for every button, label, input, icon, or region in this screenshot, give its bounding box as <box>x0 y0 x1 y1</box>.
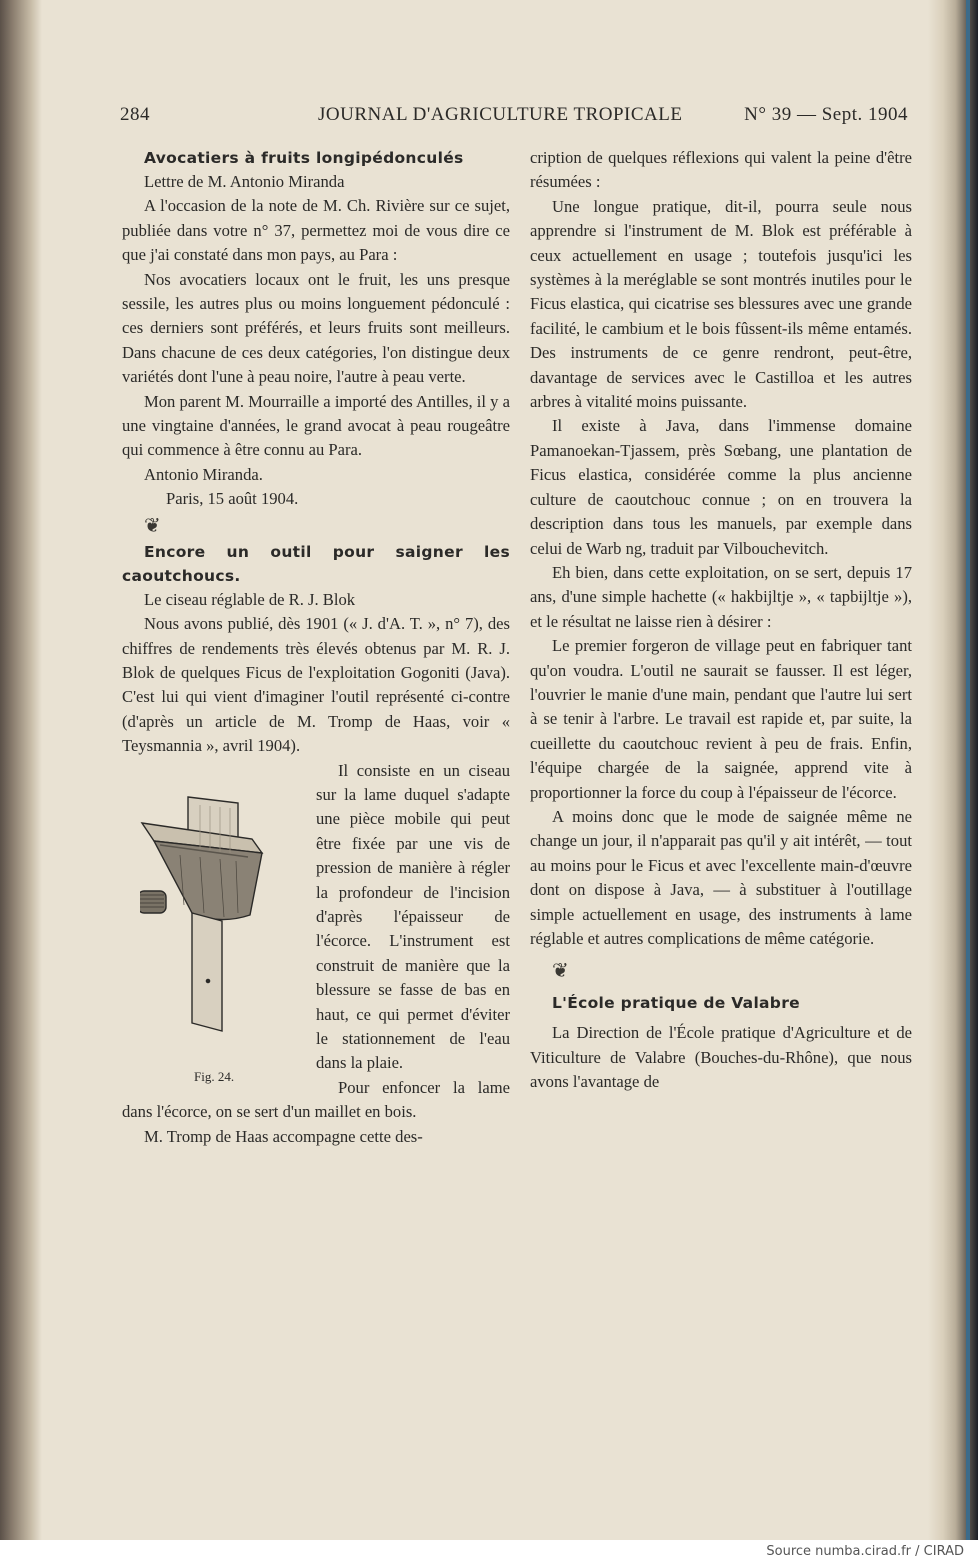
edge-stripe <box>966 0 970 1540</box>
binding-shadow <box>0 0 42 1540</box>
issue-info: N° 39 — Sept. 1904 <box>744 104 908 125</box>
paragraph: Une longue pratique, dit-il, pourra seule nous apprendre si l'instrument de M. Blok est préférable à ceux actuellement en usage ; toutefois jusqu'ici les systèmes à la meréglable se sont montrés inutiles pour le Ficus elastica, qui cicatrise ses blessures avec une grande facilité, le cambium et le bois fûssent-ils même entamés. Des instruments de ce genre rendront, peut-être, davantage de services avec le Castilloa et les autres arbres à vitalité moins puissante. <box>530 196 912 412</box>
page-edge <box>928 0 978 1540</box>
article-subtitle: Le ciseau réglable de R. J. Blok <box>144 589 356 609</box>
paragraph: Il existe à Java, dans l'immense domaine Pamanoekan-Tjassem, près Sœbang, une plantation de Ficus elastica, considérée comme la plus ancienne culture de caoutchouc connue ; on en trouvera la description dans tous les manuels, par exemple dans celui de Warb ng, traduit par Vilbouchevitch. <box>530 416 912 558</box>
paragraph: Le premier forgeron de village peut en fabriquer tant qu'on voudra. L'outil ne saurait se fausser. Il est léger, l'ouvrier le manie d'une main, pendant que l'autre lui sert à se tenir à l'arbre. Le travail est rapide et, par suite, la cueillette du caoutchouc revient à peu de frais. Enfin, l'équipe chargée de la saignée, apprend vite à proportionner la force du coup à l'épaisseur de l'écorce. <box>530 636 912 802</box>
article-title: Encore un outil pour saigner les caoutchoucs. <box>122 542 510 585</box>
journal-title: JOURNAL D'AGRICULTURE TROPICALE <box>318 104 683 125</box>
figure-caption: Fig. 24. <box>194 1068 235 1084</box>
ornament-icon: ❦ <box>552 960 569 983</box>
paragraph: Nos avocatiers locaux ont le fruit, les uns presque sessile, les autres plus ou moins longuement pédonculé : ces derniers sont préférés, et leurs fruits sont meilleurs. Dans chacune de ces deux catégories, l'on distingue deux variétés dont l'une à peau noire, l'autre à peau verte. <box>122 269 510 387</box>
signature: Antonio Miranda. <box>144 464 263 484</box>
paragraph: Eh bien, dans cette exploitation, on se sert, depuis 17 ans, d'une simple hachette (« hakbijltje », « tapbijltje »), et le résultat ne laisse rien à désirer : <box>530 562 912 631</box>
page-number: 284 <box>120 104 150 125</box>
paragraph: M. Tromp de Haas accompagne cette des- <box>144 1126 423 1146</box>
tapping-chisel-illustration <box>140 795 290 1035</box>
paragraph: cription de quelques réflexions qui valent la peine d'être résumées : <box>530 148 912 192</box>
paragraph: A l'occasion de la note de M. Ch. Rivière sur ce sujet, publiée dans votre n° 37, permettez moi de vous dire ce que j'ai constaté dans mon pays, au Para : <box>122 196 510 265</box>
article-title: L'École pratique de Valabre <box>552 994 800 1013</box>
paragraph: Mon parent M. Mourraille a importé des Antilles, il y a une vingtaine d'années, le grand avocat à peau rougeâtre qui commence à être connu au Para. <box>122 391 510 460</box>
paragraph: La Direction de l'École pratique d'Agriculture et de Viticulture de Valabre (Bouches-du-Rhône), que nous avons l'avantage de <box>530 1023 912 1092</box>
article-subtitle: Lettre de M. Antonio Miranda <box>144 172 345 191</box>
source-credit: Source numba.cirad.fr / CIRAD <box>766 1544 964 1559</box>
right-column <box>530 146 912 1095</box>
paragraph: Il consiste en un ciseau sur la lame duquel s'adapte une pièce mobile qui peut être fixée par une vis de pression de manière à régler la profondeur de l'incision d'après l'épaisseur de l'écorce. L'instrument est construit de manière que la blessure se fasse de bas en haut, ce qui permet d'éviter le stationnement de l'eau dans la plaie. <box>316 760 510 1073</box>
paragraph: A moins donc que le mode de saignée même ne change un jour, il n'apparait pas qu'il y ait intérêt, — tout au moins pour le Ficus et avec l'excellente main-d'œuvre dont on dispose à Java, — à substituer à l'outillage simple actuellement en usage, des instruments à lame réglable et autres complications de même catégorie. <box>530 806 912 948</box>
running-header <box>120 104 908 134</box>
paragraph: Pour enfoncer la lame dans l'écorce, on se sert d'un maillet en bois. <box>122 1077 510 1122</box>
figure <box>122 759 306 1091</box>
date-line: Paris, 15 août 1904. <box>166 489 299 509</box>
paragraph: Nous avons publié, dès 1901 (« J. d'A. T. », n° 7), des chiffres de rendements très élevés obtenus par M. R. J. Blok de quelques Ficus de l'exploitation Gogoniti (Java). C'est lui qui vient d'imaginer l'outil représenté ci-contre (d'après un article de M. Tromp de Haas, voir « Teysmannia », avril 1904). <box>122 614 510 756</box>
left-column <box>122 146 510 1149</box>
article-title: Avocatiers à fruits longipédonculés <box>144 149 464 167</box>
ornament-icon: ❦ <box>144 514 161 537</box>
